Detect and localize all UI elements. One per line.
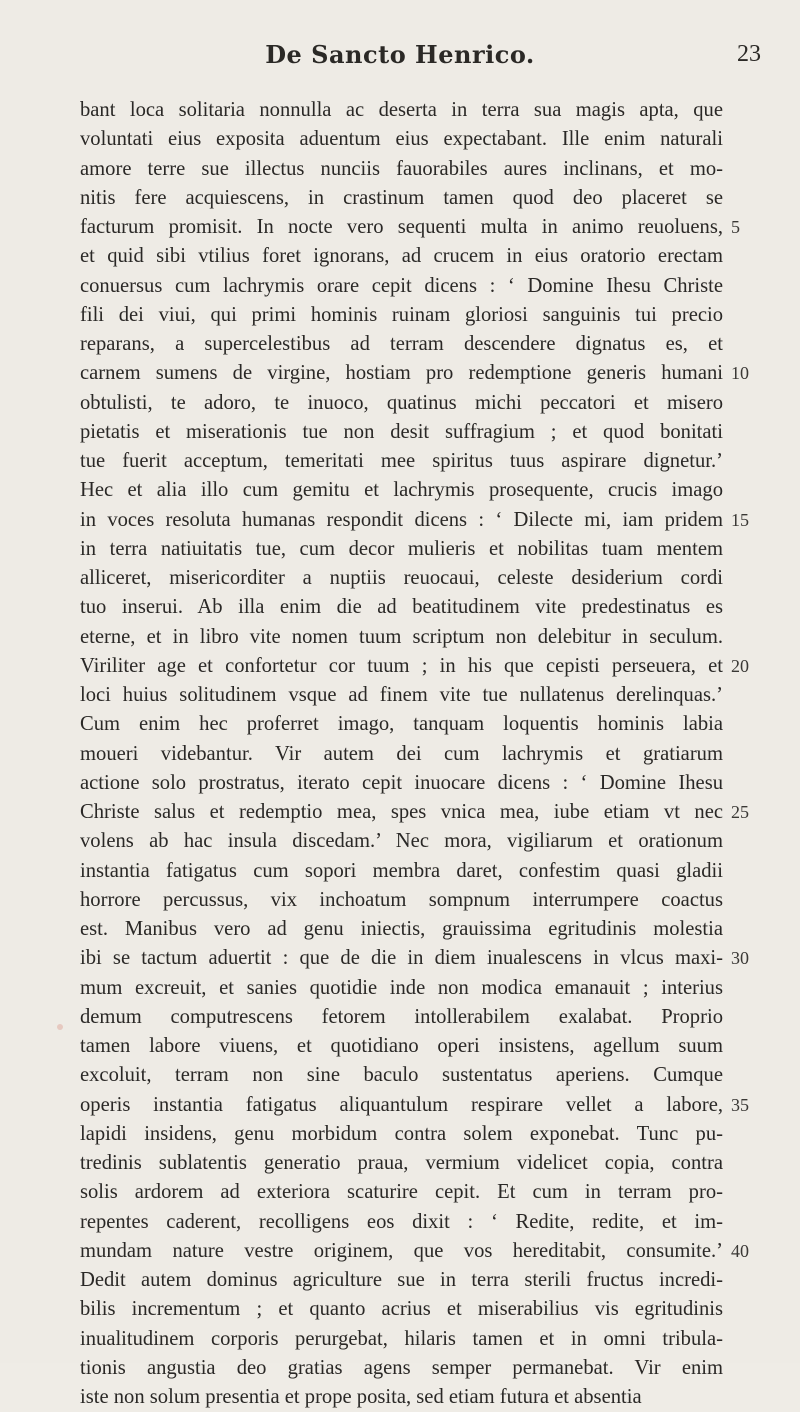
- text-line: [80, 593, 800, 622]
- line-text: alliceret, misericorditer a nuptiis reuocaui, celeste desiderium cordi: [80, 567, 723, 589]
- text-line: [80, 213, 800, 242]
- text-line: [80, 535, 800, 564]
- line-number: 30: [731, 948, 749, 969]
- text-line: [80, 1295, 800, 1324]
- line-text: demum computrescens fetorem intollerabilem exalabat. Proprio: [80, 1005, 723, 1028]
- text-line: [80, 1061, 800, 1090]
- line-text: ibi se tactum aduertit : que de die in diem inualescens in vlcus maxi-: [80, 947, 723, 970]
- line-text: pietatis et miserationis tue non desit suffragium ; et quod bonitati: [80, 420, 723, 443]
- text-line: [80, 1354, 800, 1383]
- line-text: lapidi insidens, genu morbidum contra solem exponebat. Tunc pu-: [80, 1122, 723, 1145]
- line-text: est. Manibus vero ad genu iniectis, grauissima egritudinis molestia: [80, 918, 723, 940]
- text-line: [80, 506, 800, 535]
- text-line: [80, 1208, 800, 1237]
- line-text: solis ardorem ad exteriora scaturire cepit. Et cum in terram pro-: [80, 1181, 723, 1204]
- line-text: horrore percussus, vix inchoatum sompnum interrumpere coactus: [80, 888, 723, 911]
- line-number: 5: [731, 217, 740, 237]
- line-text: in voces resoluta humanas respondit dicens : ‘ Dilecte mi, iam pridem: [80, 508, 723, 531]
- line-text: amore terre sue illectus nunciis fauorabiles aures inclinans, et mo-: [80, 157, 723, 180]
- line-text: actione solo prostratus, iterato cepit inuocare dicens : ‘ Domine Ihesu: [80, 771, 723, 794]
- text-line: [80, 623, 800, 652]
- page-number: 23: [737, 41, 761, 67]
- line-text: operis instantia fatigatus aliquantulum respirare vellet a labore,: [80, 1093, 723, 1116]
- line-text: tuo inserui. Ab illa enim die ad beatitudinem vite predestinatus es: [80, 596, 723, 619]
- line-text: mundam nature vestre originem, que vos hereditabit, consumite.’: [80, 1239, 723, 1262]
- text-line: [80, 1266, 800, 1295]
- text-line: [80, 125, 800, 154]
- body-text: [80, 96, 800, 1412]
- text-line: [80, 681, 800, 710]
- line-text: obtulisti, te adoro, te inuoco, quatinus michi peccatori et misero: [80, 391, 723, 414]
- line-text: tredinis sublatentis generatio praua, vermium videlicet copia, contra: [80, 1152, 723, 1174]
- running-title: De Sancto Henrico.: [265, 40, 535, 69]
- text-line: [80, 1149, 800, 1178]
- text-line: [80, 1091, 800, 1120]
- line-number: 35: [731, 1094, 749, 1115]
- line-text: voluntati eius exposita aduentum eius expectabant. Ille enim naturali: [80, 128, 723, 151]
- line-text: volens ab hac insula discedam.’ Nec mora, vigiliarum et orationum: [80, 830, 723, 853]
- line-number: 25: [731, 802, 749, 822]
- text-line: [80, 1325, 800, 1354]
- text-line: [80, 740, 800, 769]
- text-line: [80, 944, 800, 973]
- text-line: [80, 242, 800, 271]
- line-text: Christe salus et redemptio mea, spes vnica mea, iube etiam vt nec: [80, 801, 723, 823]
- text-line: [80, 798, 800, 827]
- line-text: eterne, et in libro vite nomen tuum scriptum non delebitur in seculum.: [80, 625, 723, 648]
- text-line: [80, 886, 800, 915]
- text-line: [80, 301, 800, 330]
- text-line: [80, 1383, 800, 1412]
- line-text: tue fuerit acceptum, temeritati mee spiritus tuus aspirare dignetur.’: [80, 450, 723, 472]
- text-line: [80, 155, 800, 184]
- line-text: carnem sumens de virgine, hostiam pro redemptione generis humani: [80, 362, 723, 385]
- page-stain: [57, 1024, 63, 1030]
- line-text: mum excreuit, et sanies quotidie inde non modica emanauit ; interius: [80, 976, 723, 999]
- line-text: loci huius solitudinem vsque ad finem vite tue nullatenus derelinquas.’: [80, 684, 723, 706]
- text-line: [80, 827, 800, 856]
- text-line: [80, 1237, 800, 1266]
- text-line: [80, 769, 800, 798]
- line-number: 20: [731, 655, 749, 676]
- line-text: Cum enim hec proferret imago, tanquam loquentis hominis labia: [80, 713, 723, 736]
- line-text: conuersus cum lachrymis orare cepit dicens : ‘ Domine Ihesu Christe: [80, 274, 723, 297]
- text-line: [80, 96, 800, 125]
- line-text: iste non solum presentia et prope posita, sed etiam futura et absentia: [80, 1386, 642, 1408]
- text-line: [80, 974, 800, 1003]
- line-text: tionis angustia deo gratias agens semper permanebat. Vir enim: [80, 1356, 723, 1379]
- text-line: [80, 1120, 800, 1149]
- line-text: Viriliter age et confortetur cor tuum ; in his que cepisti perseuera, et: [80, 654, 723, 677]
- text-line: [80, 272, 800, 301]
- line-text: fili dei viui, qui primi hominis ruinam gloriosi sanguinis tui precio: [80, 303, 723, 326]
- line-text: repentes caderent, recolligens eos dixit : ‘ Redite, redite, et im-: [80, 1210, 723, 1233]
- line-number: 15: [731, 509, 749, 530]
- line-text: inualitudinem corporis perurgebat, hilaris tamen et in omni tribula-: [80, 1327, 723, 1350]
- line-number: 40: [731, 1240, 749, 1261]
- text-line: [80, 857, 800, 886]
- line-text: excoluit, terram non sine baculo sustentatus aperiens. Cumque: [80, 1064, 723, 1087]
- line-text: facturum promisit. In nocte vero sequenti multa in animo reuoluens,: [80, 216, 723, 238]
- line-text: reparans, a supercelestibus ad terram descendere dignatus es, et: [80, 333, 723, 355]
- text-line: [80, 652, 800, 681]
- running-head: [0, 40, 800, 80]
- line-text: Hec et alia illo cum gemitu et lachrymis prosequente, crucis imago: [80, 479, 723, 502]
- text-line: [80, 447, 800, 476]
- text-line: [80, 1003, 800, 1032]
- line-text: et quid sibi vtilius foret ignorans, ad crucem in eius oratorio erectam: [80, 245, 723, 268]
- line-text: tamen labore viuens, et quotidiano operi insistens, agellum suum: [80, 1035, 723, 1057]
- line-text: instantia fatigatus cum sopori membra daret, confestim quasi gladii: [80, 859, 723, 882]
- text-line: [80, 418, 800, 447]
- line-text: moueri videbantur. Vir autem dei cum lachrymis et gratiarum: [80, 742, 723, 765]
- text-line: [80, 564, 800, 593]
- text-line: [80, 915, 800, 944]
- text-line: [80, 1032, 800, 1061]
- text-line: [80, 389, 800, 418]
- text-line: [80, 184, 800, 213]
- text-line: [80, 1178, 800, 1207]
- line-text: nitis fere acquiescens, in crastinum tamen quod deo placeret se: [80, 186, 723, 209]
- line-text: bilis incrementum ; et quanto acrius et miserabilius vis egritudinis: [80, 1298, 723, 1321]
- line-number: 10: [731, 363, 749, 384]
- line-text: Dedit autem dominus agriculture sue in terra sterili fructus incredi-: [80, 1269, 723, 1291]
- text-line: [80, 710, 800, 739]
- line-text: in terra natiuitatis tue, cum decor mulieris et nobilitas tuam mentem: [80, 537, 723, 560]
- text-line: [80, 330, 800, 359]
- line-text: bant loca solitaria nonnulla ac deserta in terra sua magis apta, que: [80, 99, 723, 121]
- text-line: [80, 359, 800, 388]
- text-line: [80, 476, 800, 505]
